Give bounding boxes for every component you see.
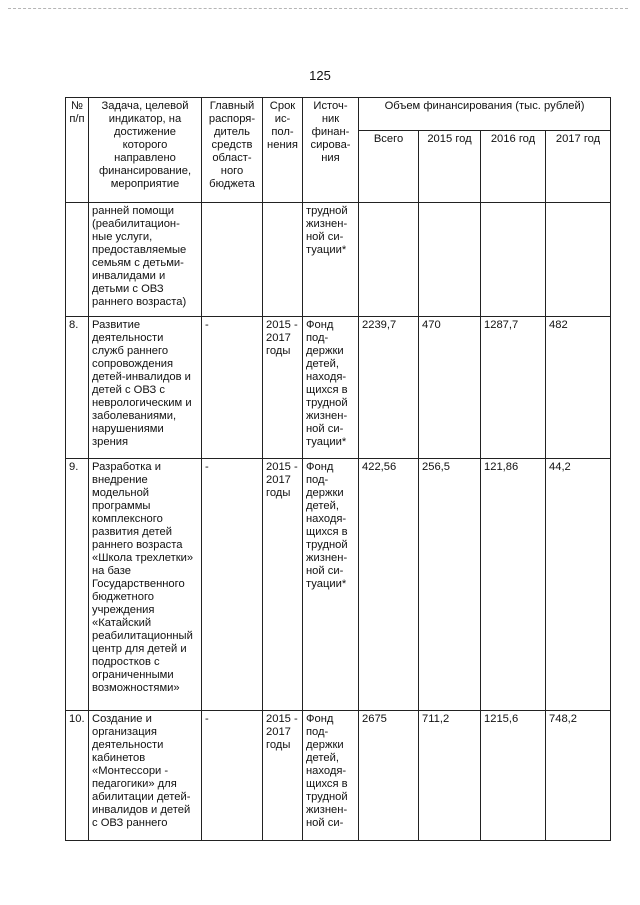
cell-manager: - [202, 711, 263, 841]
cell-2017: 748,2 [546, 711, 611, 841]
header-term: Срок ис-пол-нения [263, 98, 303, 203]
cell-total: 2239,7 [359, 317, 419, 459]
cell-2017 [546, 203, 611, 317]
page-number: 125 [309, 68, 331, 83]
cell-2015: 256,5 [419, 459, 481, 711]
cell-2016 [481, 203, 546, 317]
cell-task: Развитие деятельности служб раннего сопровождения детей-инвалидов и детей с ОВЗ с неврологическим и заболеваниями, нарушениями зрения [89, 317, 202, 459]
cell-task: Разработка и внедрение модельной программы комплексного развития детей раннего возраста «Школа трехлетки» на базе Государственного бюджетного учреждения «Катайский реабилитационный центр для детей и подростков с ограниченными возможностями» [89, 459, 202, 711]
cell-2017: 44,2 [546, 459, 611, 711]
cell-manager [202, 203, 263, 317]
table-row [66, 459, 611, 711]
header-manager: Главный распоря-дитель средств област-ного бюджета [202, 98, 263, 203]
cell-2016: 1287,7 [481, 317, 546, 459]
table-row [66, 711, 611, 841]
cell-term: 2015 - 2017 годы [263, 317, 303, 459]
cell-task: Создание и организация деятельности кабинетов «Монтессори - педагогики» для абилитации детей-инвалидов и детей с ОВЗ раннего [89, 711, 202, 841]
header-source: Источ-ник финан-сирова-ния [303, 98, 359, 203]
header-funding: Объем финансирования (тыс. рублей) [359, 98, 611, 131]
cell-num: 10. [66, 711, 89, 841]
header-total: Всего [359, 131, 419, 203]
scan-edge-line [8, 8, 628, 9]
cell-source: трудной жизнен-ной си-туации* [303, 203, 359, 317]
cell-source: Фонд под-держки детей, находя-щихся в трудной жизнен-ной си- [303, 711, 359, 841]
cell-2015: 711,2 [419, 711, 481, 841]
cell-2015: 470 [419, 317, 481, 459]
cell-num: 8. [66, 317, 89, 459]
cell-num [66, 203, 89, 317]
header-task: Задача, целевой индикатор, на достижение которого направлено финансирование, мероприятие [89, 98, 202, 203]
cell-num: 9. [66, 459, 89, 711]
cell-total [359, 203, 419, 317]
cell-2016: 1215,6 [481, 711, 546, 841]
cell-total: 2675 [359, 711, 419, 841]
table-header-row [66, 98, 611, 131]
cell-2015 [419, 203, 481, 317]
cell-term: 2015 - 2017 годы [263, 711, 303, 841]
cell-total: 422,56 [359, 459, 419, 711]
cell-2016: 121,86 [481, 459, 546, 711]
table-row [66, 317, 611, 459]
table-row [66, 203, 611, 317]
cell-2017: 482 [546, 317, 611, 459]
header-2015: 2015 год [419, 131, 481, 203]
cell-task: ранней помощи (реабилитацион-ные услуги, предоставляемые семьям с детьми-инвалидами и детьми с ОВЗ раннего возраста) [89, 203, 202, 317]
financing-table [65, 97, 611, 841]
cell-term [263, 203, 303, 317]
header-2016: 2016 год [481, 131, 546, 203]
cell-source: Фонд под-держки детей, находя-щихся в трудной жизнен-ной си-туации* [303, 459, 359, 711]
cell-term: 2015 - 2017 годы [263, 459, 303, 711]
cell-source: Фонд под-держки детей, находя-щихся в трудной жизнен-ной си-туации* [303, 317, 359, 459]
cell-manager: - [202, 459, 263, 711]
cell-manager: - [202, 317, 263, 459]
header-num: № п/п [66, 98, 89, 203]
header-2017: 2017 год [546, 131, 611, 203]
